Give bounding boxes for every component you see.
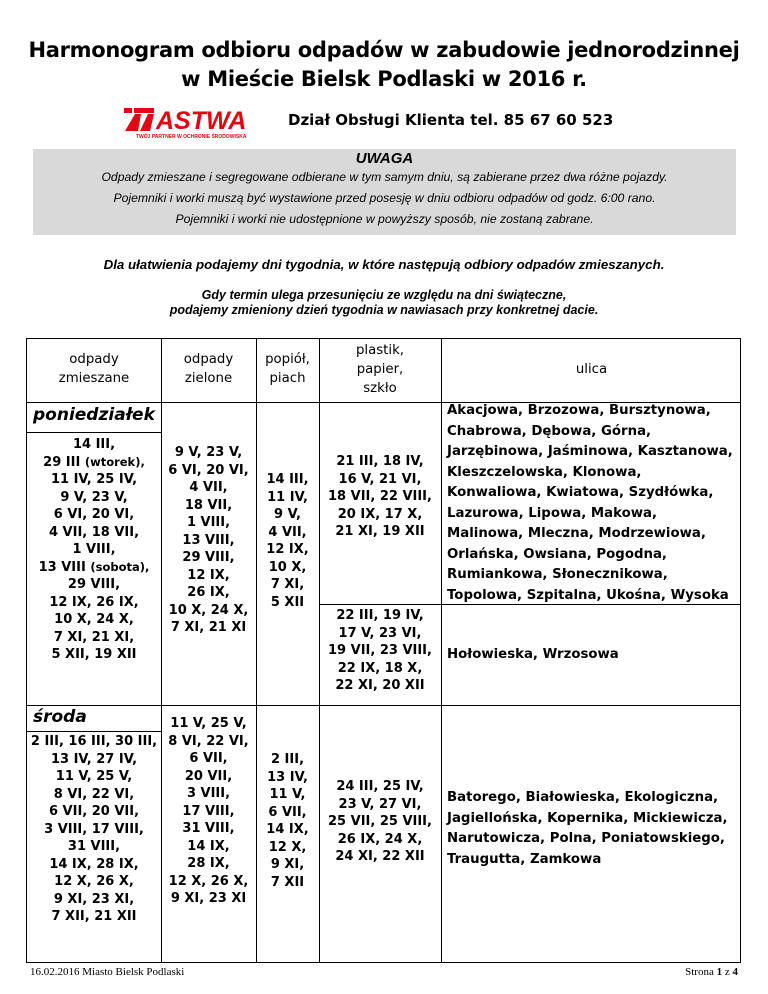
date-line: 7 XI, xyxy=(270,577,305,592)
info-block xyxy=(0,288,768,318)
date-line: 22 XI, 20 XII xyxy=(335,678,425,693)
street-line: Kleszczelowska, Klonowa, xyxy=(447,464,642,480)
monday-ash-dates xyxy=(256,471,319,611)
monday-streets-a xyxy=(447,401,742,606)
logo-tagline: TWÓJ PARTNER W OCHRONIE ŚRODOWISKA xyxy=(136,134,247,140)
date-line: 13 IV, xyxy=(267,769,308,785)
date-line: 7 XI, 21 XI, xyxy=(53,629,135,645)
notice-line-3: Pojemniki i worki nie udostępnione w powyższy sposób, nie zostaną zabrane. xyxy=(175,212,594,226)
date-line: 11 V, xyxy=(269,787,306,802)
wednesday-plastic-dates xyxy=(319,778,441,866)
monday-green-dates xyxy=(161,444,256,637)
footer-date-city: 16.02.2016 Miasto Bielsk Podlaski xyxy=(30,966,185,978)
date-line: 26 IX, xyxy=(187,585,230,600)
wednesday-mixed-dates xyxy=(27,733,161,926)
date-line: 17 V, 23 VI, xyxy=(338,625,422,641)
wednesday-streets xyxy=(447,788,742,870)
customer-service-contact: Dział Obsługi Klienta tel. 85 67 60 523 xyxy=(288,111,614,129)
date-line: 6 VI, 20 VI, xyxy=(168,462,249,478)
date-line: 14 III, xyxy=(72,437,116,452)
date-line: 7 XI, 21 XI xyxy=(170,620,247,635)
date-line: 31 VIII, xyxy=(182,821,235,836)
date-line: 13 VIII, xyxy=(182,532,235,548)
street-line: Lazurowa, Lipowa, Makowa, xyxy=(447,505,658,521)
date-line: 12 IX, 26 IX, xyxy=(49,594,139,610)
monday-plastic-dates-a xyxy=(319,453,441,541)
date-line: 11 V, 25 V, xyxy=(55,769,133,784)
title-line-2: w Mieście Bielsk Podlaski w 2016 r. xyxy=(181,67,587,91)
date-line: 14 IX, xyxy=(266,822,309,837)
monday-streets-b: Hołowieska, Wrzosowa xyxy=(447,647,619,662)
date-line: 6 VI, 20 VI, xyxy=(53,507,135,522)
footer-page-number: Strona 1 z 4 xyxy=(685,966,738,978)
date-line: 11 IV, 25 IV, xyxy=(50,472,138,487)
date-line: 18 VII, xyxy=(184,497,233,513)
date-line: 3 VIII, xyxy=(186,786,231,801)
date-line: 6 VII, 20 VII, xyxy=(48,804,140,819)
street-line: Batorego, Białowieska, Ekologiczna, xyxy=(447,790,719,805)
date-line: 4 VII, 18 VII, xyxy=(48,524,140,540)
date-line: 1 VIII, xyxy=(72,542,116,557)
date-line: 28 IX, xyxy=(187,856,230,871)
weekday-note: (wtorek), xyxy=(84,454,145,469)
header-plastic: plastik, papier, szkło xyxy=(355,343,405,396)
date-line: 6 VII, xyxy=(268,804,307,820)
weekday-note: (sobota), xyxy=(90,559,150,574)
date-line: 21 XI, 19 XII xyxy=(335,524,425,539)
date-line: 4 VII, xyxy=(268,524,307,540)
street-line: Chabrowa, Dębowa, Górna, xyxy=(447,423,652,439)
wednesday-ash-dates xyxy=(256,751,319,891)
date-line: 26 IX, 24 X, xyxy=(337,831,423,847)
date-line: 8 VI, 22 VI, xyxy=(168,733,249,749)
date-line: 6 VII, xyxy=(189,751,228,766)
date-line: 22 III, 19 IV, xyxy=(336,608,424,623)
date-line: 7 XII xyxy=(270,874,305,890)
info-line-2: Gdy termin ulega przesunięciu ze względu na dni świąteczne, xyxy=(201,288,567,302)
info-line-1: Dla ułatwienia podajemy dni tygodnia, w które następują odbiory odpadów zmieszanych. xyxy=(103,257,665,272)
date-line: 22 IX, 18 X, xyxy=(337,660,423,676)
date-line: 12 IX, xyxy=(187,567,230,583)
date-line: 24 III, 25 IV, xyxy=(336,779,424,794)
date-line: 29 VIII, xyxy=(67,577,121,592)
street-line: Jagiellońska, Kopernika, Mickiewicza, xyxy=(447,810,728,826)
date-line: 13 VIII (sobota), xyxy=(38,559,150,575)
street-line: Akacjowa, Brzozowa, Bursztynowa, xyxy=(447,403,711,418)
date-line: 3 VIII, 17 VIII, xyxy=(44,821,144,837)
date-line: 29 III (wtorek), xyxy=(43,454,145,470)
date-line: 12 X, 26 X, xyxy=(54,874,134,889)
date-line: 11 V, 25 V, xyxy=(170,716,247,731)
notice-box xyxy=(33,149,736,235)
monday-mixed-dates xyxy=(27,436,161,664)
street-line: Jarzębinowa, Jaśminowa, Kasztanowa, xyxy=(447,444,733,459)
logo-text: ASTWA xyxy=(156,107,247,135)
date-line: 16 V, 21 VI, xyxy=(338,471,422,487)
date-line: 13 IV, 27 IV, xyxy=(50,751,138,767)
date-line: 2 III, xyxy=(270,752,305,767)
astwa-logo xyxy=(122,105,277,141)
date-line: 19 VII, 23 VIII, xyxy=(328,643,432,658)
section-divider xyxy=(27,705,740,706)
date-line: 2 III, 16 III, 30 III, xyxy=(30,734,158,749)
date-line: 25 VII, 25 VIII, xyxy=(328,814,432,829)
day-wednesday: środa xyxy=(33,707,87,727)
col-divider xyxy=(441,339,442,962)
date-line: 10 X, 24 X, xyxy=(54,612,134,627)
date-line: 18 VII, 22 VIII, xyxy=(328,489,432,504)
date-line: 5 XII, 19 XII xyxy=(51,647,137,662)
date-line: 8 VI, 22 VI, xyxy=(53,786,135,802)
date-line: 10 X, xyxy=(268,559,307,575)
date-line: 14 III, xyxy=(266,472,309,487)
street-line: Traugutta, Zamkowa xyxy=(447,851,602,867)
date-line: 11 IV, xyxy=(267,489,308,505)
street-line: Malinowa, Mleczna, Modrzewiowa, xyxy=(447,526,706,541)
logo-mark-leg xyxy=(125,114,141,131)
day-monday: poniedziałek xyxy=(33,405,155,425)
date-line: 24 XI, 22 XII xyxy=(335,849,425,864)
date-line: 12 IX, xyxy=(266,542,309,557)
date-line: 10 X, 24 X, xyxy=(168,602,249,618)
monday-plastic-dates-b xyxy=(319,607,441,695)
date-line: 31 VIII, xyxy=(67,839,121,854)
date-line: 29 VIII, xyxy=(182,550,235,565)
info-line-3: podajemy zmieniony dzień tygodnia w nawiasach przy konkretnej dacie. xyxy=(169,303,599,317)
date-line: 21 III, 18 IV, xyxy=(336,454,424,469)
date-line: 9 V, xyxy=(274,507,301,522)
header-ash: popiół, piach xyxy=(265,352,310,386)
date-line: 9 XI, xyxy=(270,857,305,872)
date-line: 14 IX, xyxy=(187,838,230,854)
title-line-1: Harmonogram odbioru odpadów w zabudowie jednorodzinnej xyxy=(28,38,740,62)
date-line: 20 VII, xyxy=(184,768,233,784)
date-line: 23 V, 27 VI, xyxy=(338,796,422,812)
logo-mark-leg-2 xyxy=(140,114,154,131)
date-line: 20 IX, 17 X, xyxy=(337,506,423,522)
header-mixed: odpady zmieszane xyxy=(58,352,130,386)
date-line: 17 VIII, xyxy=(182,803,235,819)
date-line: 12 X, 26 X, xyxy=(168,873,249,889)
date-line: 9 XI, 23 XI xyxy=(170,891,247,906)
header-street: ulica xyxy=(575,362,608,377)
date-line: 5 XII xyxy=(270,594,305,610)
street-line: Konwaliowa, Kwiatowa, Szydłówka, xyxy=(447,485,714,500)
street-line: Orlańska, Owsiana, Pogodna, xyxy=(447,546,667,562)
logo-mark-bar-1 xyxy=(124,108,132,113)
notice-line-2: Pojemniki i worki muszą być wystawione przed posesję w dniu odbioru odpadów od godz. 6:00 rano. xyxy=(113,191,656,205)
notice-heading: UWAGA xyxy=(355,150,414,167)
day-divider xyxy=(27,432,161,433)
header-green: odpady zielone xyxy=(183,352,234,386)
logo-mark-bar-2 xyxy=(134,108,154,113)
schedule-table xyxy=(26,338,741,963)
date-line: 14 IX, 28 IX, xyxy=(49,856,139,872)
date-line: 9 XI, 23 XI, xyxy=(53,891,135,907)
day-divider xyxy=(27,731,161,732)
wednesday-green-dates xyxy=(161,715,256,908)
date-line: 4 VII, xyxy=(189,480,228,495)
date-line: 7 XII, 21 XII xyxy=(51,909,137,924)
street-line: Narutowicza, Polna, Poniatowskiego, xyxy=(447,831,725,846)
date-line: 9 V, 23 V, xyxy=(60,489,128,505)
street-line: Rumiankowa, Słonecznikowa, xyxy=(447,567,668,582)
street-line: Topolowa, Szpitalna, Ukośna, Wysoka xyxy=(447,587,729,603)
date-line: 9 V, 23 V, xyxy=(174,445,243,460)
date-line: 12 X, xyxy=(268,839,307,855)
date-line: 1 VIII, xyxy=(186,515,231,530)
notice-line-1: Odpady zmieszane i segregowane odbierane w tym samym dniu, są zabierane przez dwa różne pojazdy. xyxy=(101,170,668,184)
